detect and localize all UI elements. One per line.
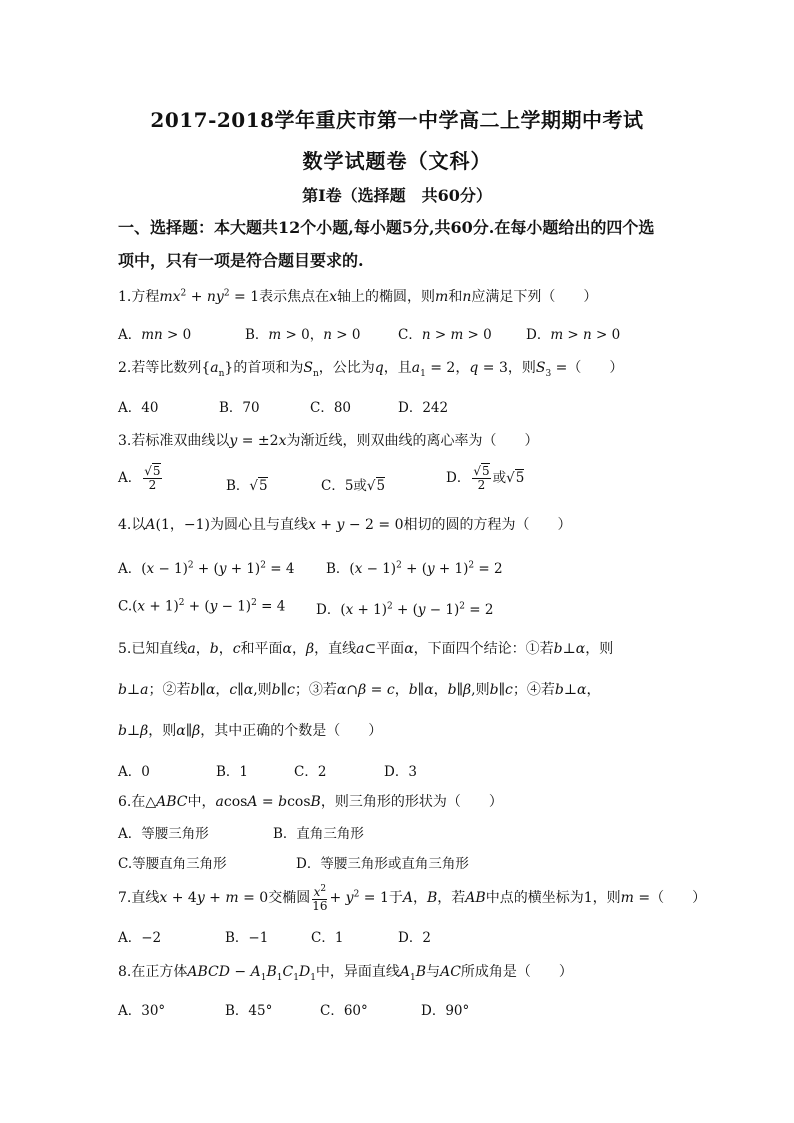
q2-option-c[interactable]: C．80 xyxy=(310,400,352,416)
q2-option-d[interactable]: D．242 xyxy=(398,400,449,416)
q7-option-b[interactable]: B．−1 xyxy=(225,930,269,946)
q3-option-b[interactable]: B．√5 xyxy=(226,478,268,494)
question-1: 1.方程$mx^2 + ny^2 = 1$表示焦点在x轴上的椭圆，则m和n应满足下列（ ） xyxy=(118,288,598,305)
q5-option-c[interactable]: C．2 xyxy=(294,764,327,780)
question-4: 4.以A(1，−1)为圆心且与直线x + y − 2 = 0相切的圆的方程为（ ） xyxy=(118,517,572,533)
q7-option-d[interactable]: D．2 xyxy=(398,930,431,946)
q4-option-c[interactable]: $C.(x + 1)^2 + (y - 1)^2 = 4$ xyxy=(118,598,286,615)
question-8: 8.在正方体ABCD − $A_1B_1C_1D_1$中，异面直线$A_1B$与AC所成角是（ ） xyxy=(118,964,573,983)
part-heading: 第Ⅰ卷（选择题 共60分） xyxy=(302,186,492,205)
q5-option-a[interactable]: A．0 xyxy=(118,764,150,780)
q5-option-b[interactable]: B．1 xyxy=(216,764,249,780)
q7-option-a[interactable]: A．−2 xyxy=(118,930,162,946)
q2-option-a[interactable]: A．40 xyxy=(118,400,159,416)
q6-option-a[interactable]: A．等腰三角形 xyxy=(118,826,209,842)
exam-subtitle: 数学试题卷（文科） xyxy=(302,149,492,173)
question-5-line2: b⊥a；②若b∥α，c∥α,则b∥c；③若α∩β = c，b∥α，b∥β,则b∥c；④若b⊥α， xyxy=(118,682,601,698)
q3-option-d[interactable]: D． $\frac{√5}{2}$ 或√5 xyxy=(446,464,525,492)
q3-option-c[interactable]: C．5或√5 xyxy=(321,478,386,494)
question-3: 3.若标准双曲线以y = ±2x为渐近线，则双曲线的离心率为（ ） xyxy=(118,433,539,449)
q2-option-b[interactable]: B．70 xyxy=(219,400,260,416)
section-heading-line1: 一、选择题：本大题共12个小题,每小题5分,共60分.在每小题给出的四个选 xyxy=(118,218,655,237)
question-5-line3: b⊥β，则α∥β，其中正确的个数是（ ） xyxy=(118,723,383,739)
q6-option-c[interactable]: C.等腰直角三角形 xyxy=(118,856,227,872)
q1-option-a[interactable]: A．mn > 0 xyxy=(118,327,192,343)
q6-option-b[interactable]: B．直角三角形 xyxy=(273,826,364,842)
question-2: 2.若等比数列$\{a_n\}$的首项和为$S_n$，公比为q，且$a_1 = 2$，q = 3，则$S_3$ =（ ） xyxy=(118,360,624,379)
q5-option-d[interactable]: D．3 xyxy=(384,764,417,780)
q8-option-d[interactable]: D．90° xyxy=(421,1003,470,1019)
q3-option-a[interactable]: A． $\frac{√5}{2}$ xyxy=(118,464,161,492)
q8-option-b[interactable]: B．45° xyxy=(225,1003,273,1019)
q7-option-c[interactable]: C．1 xyxy=(311,930,344,946)
question-6: 6.在△ABC中，acosA = bcosB，则三角形的形状为（ ） xyxy=(118,794,503,810)
question-7: 7.直线x + 4y + m = 0交椭圆 $\frac{x^2}{16}$ + $y^2 = 1$于A，B，若AB中点的横坐标为1，则m =（ ） xyxy=(118,884,707,913)
exam-title: 2017-2018学年重庆市第一中学高二上学期期中考试 xyxy=(150,108,644,132)
q4-option-a[interactable]: A．$(x - 1)^2 + (y + 1)^2 = 4$ xyxy=(118,560,295,577)
question-5-line1: 5.已知直线a，b，c和平面α，β，直线a⊂平面α，下面四个结论：①若b⊥α，则 xyxy=(118,641,614,657)
q6-option-d[interactable]: D．等腰三角形或直角三角形 xyxy=(296,856,469,872)
q8-option-a[interactable]: A．30° xyxy=(118,1003,166,1019)
q1-option-c[interactable]: C．n > m > 0 xyxy=(398,327,492,343)
q1-option-b[interactable]: B．m > 0，n > 0 xyxy=(245,327,361,343)
section-heading-line2: 项中，只有一项是符合题目要求的. xyxy=(118,251,364,270)
q4-option-d[interactable]: D．$(x + 1)^2 + (y - 1)^2 = 2$ xyxy=(316,601,494,618)
q8-option-c[interactable]: C．60° xyxy=(320,1003,368,1019)
q1-option-d[interactable]: D．m > n > 0 xyxy=(526,327,621,343)
q4-option-b[interactable]: B．$(x - 1)^2 + (y + 1)^2 = 2$ xyxy=(326,560,503,577)
